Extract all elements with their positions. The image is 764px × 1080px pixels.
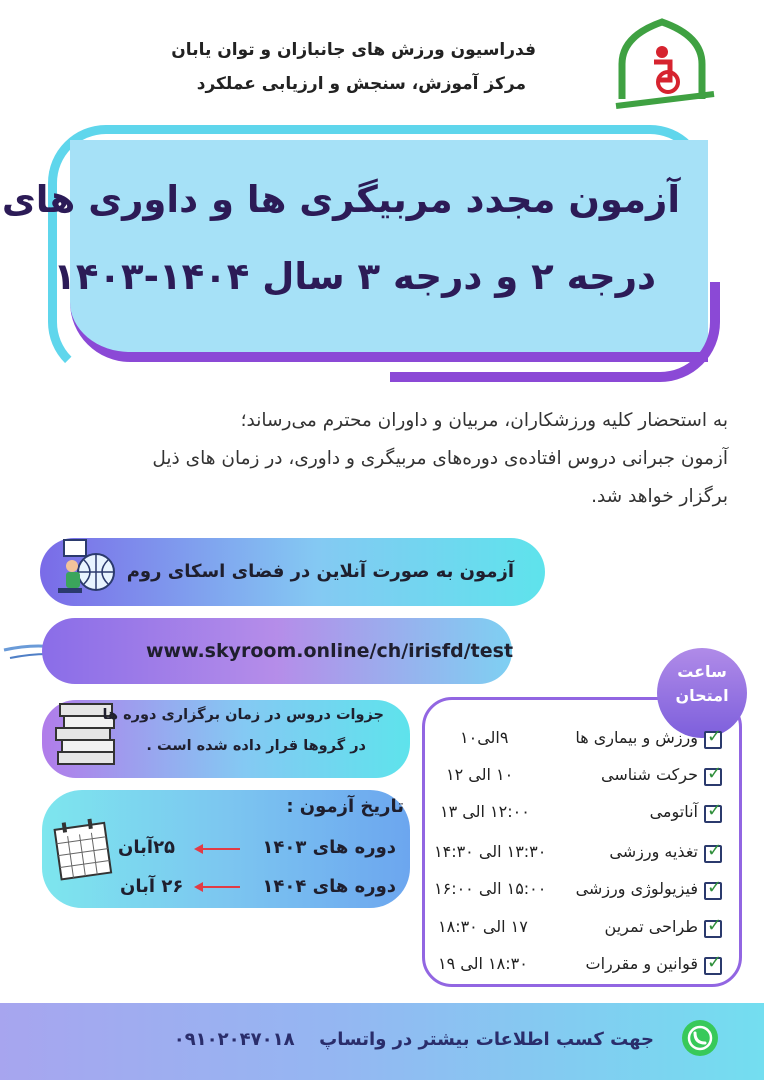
schedule-subject: فیزیولوژی ورزشی <box>575 879 698 898</box>
intro-line1: به استحضار کلیه ورزشکاران، مربیان و داوران محترم می‌رساند؛ <box>240 410 728 431</box>
badge-line1: ساعت <box>677 662 727 681</box>
checkbox-icon: ✓ <box>704 920 722 938</box>
intro-paragraph <box>33 402 728 516</box>
schedule-time: ۱۰ الی ۱۲ <box>446 765 514 784</box>
exam-time-badge <box>657 648 747 738</box>
exam-date-title: تاریخ آزمون : <box>286 796 404 817</box>
arrow-left-icon <box>196 886 240 888</box>
intro-line3: برگزار خواهد شد. <box>591 486 728 507</box>
schedule-time: ۱۷ الی ۱۸:۳۰ <box>438 917 528 936</box>
checkbox-icon: ✓ <box>704 957 722 975</box>
schedule-time: ۱۸:۳۰ الی ۱۹ <box>438 954 528 973</box>
schedule-time: ۱۲:۰۰ الی ۱۳ <box>440 802 530 821</box>
online-learning-icon <box>50 530 122 602</box>
arrow-left-icon <box>196 848 240 850</box>
schedule-time: ۱۵:۰۰ الی ۱۶:۰۰ <box>434 879 547 898</box>
contact-info <box>174 1029 654 1050</box>
calendar-icon <box>52 816 116 882</box>
schedule-subject: ورزش و بیماری ها <box>575 728 698 747</box>
online-exam-text: آزمون به صورت آنلاین در فضای اسکای روم <box>126 561 514 582</box>
contact-text: جهت کسب اطلاعات بیشتر در واتساپ <box>319 1029 654 1050</box>
schedule-subject: قوانین و مقررات <box>585 954 698 973</box>
schedule-subject: حرکت شناسی <box>601 765 698 784</box>
checkbox-icon: ✓ <box>704 882 722 900</box>
page-title-line1: آزمون مجدد مربیگری ها و داوری های <box>1 178 680 221</box>
booklets-line1: جزوات دروس در زمان برگزاری دوره ها <box>102 707 384 723</box>
date-row-value-1403: ۲۵آبان <box>118 837 176 858</box>
checkbox-icon: ✓ <box>704 768 722 786</box>
booklets-line2: در گروها قرار داده شده است . <box>146 738 366 754</box>
date-row-label-1403: دوره های ۱۴۰۳ <box>262 837 396 858</box>
checkbox-icon: ✓ <box>704 805 722 823</box>
skyroom-link[interactable]: www.skyroom.online/ch/irisfd/test <box>146 640 514 662</box>
schedule-subject: تغذیه ورزشی <box>609 842 698 861</box>
checkbox-icon: ✓ <box>704 731 722 749</box>
checkbox-icon: ✓ <box>704 845 722 863</box>
badge-line2: امتحان <box>675 686 729 705</box>
date-row-value-1404: ۲۶ آبان <box>120 876 184 897</box>
whatsapp-icon[interactable] <box>680 1018 720 1058</box>
intro-line2: آزمون جبرانی دروس افتاده‌ی دوره‌های مربیگری و داوری، در زمان های ذیل <box>152 448 728 469</box>
federation-logo <box>610 14 720 114</box>
page-title-line2: درجه ۲ و درجه ۳ سال ۱۴۰۴-۱۴۰۳ <box>53 255 656 298</box>
schedule-time: ۱۳:۳۰ الی ۱۴:۳۰ <box>434 842 547 861</box>
center-name: مرکز آموزش، سنجش و ارزیابی عملکرد <box>196 74 526 94</box>
schedule-time: ۹الی۱۰ <box>460 728 509 747</box>
federation-name: فدراسیون ورزش های جانبازان و توان یابان <box>171 40 536 60</box>
phone-number[interactable]: ۰۹۱۰۲۰۴۷۰۱۸ <box>173 1029 295 1050</box>
schedule-subject: آناتومی <box>649 802 698 821</box>
date-row-label-1404: دوره های ۱۴۰۴ <box>262 876 396 897</box>
schedule-subject: طراحی تمرین <box>604 917 698 936</box>
